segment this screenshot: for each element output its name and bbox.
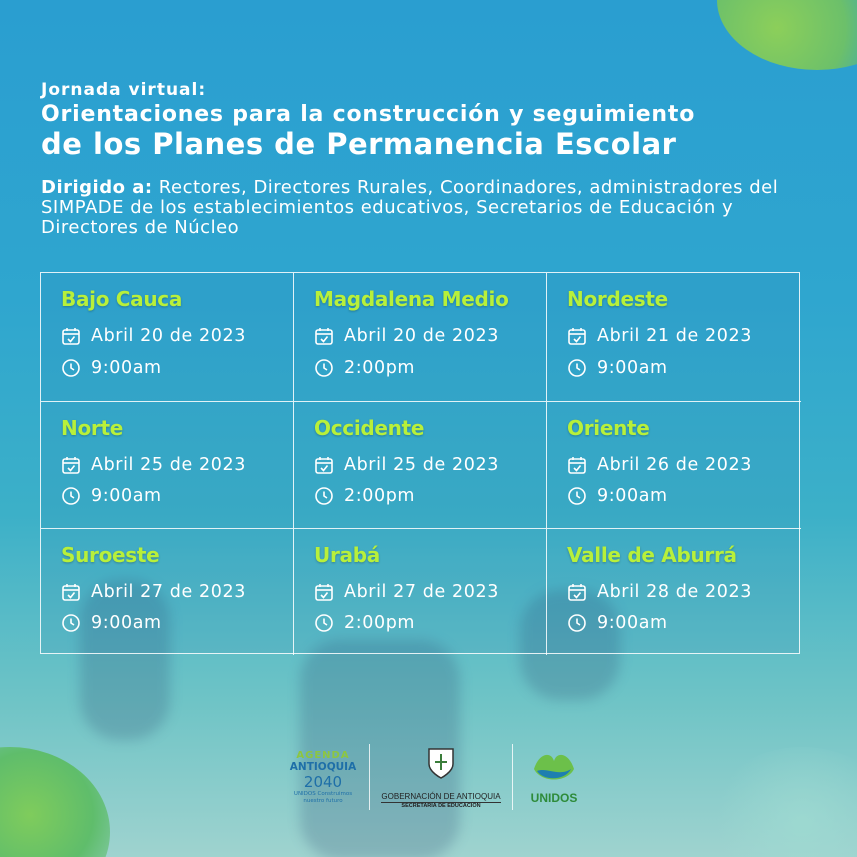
calendar-icon	[61, 326, 81, 346]
schedule-cell	[547, 273, 801, 402]
header	[41, 80, 695, 161]
clock-icon	[567, 358, 587, 378]
schedule-cell	[294, 273, 547, 402]
date-text: Abril 21 de 2023	[597, 326, 752, 346]
time-row	[314, 358, 415, 378]
footer-logos	[283, 742, 589, 812]
unidos-label: UNIDOS	[530, 791, 578, 805]
agenda-line1: AGENDA	[296, 749, 350, 761]
time-text: 9:00am	[597, 358, 668, 378]
clock-icon	[61, 613, 81, 633]
region-name: Valle de Aburrá	[567, 543, 737, 567]
date-text: Abril 25 de 2023	[344, 455, 499, 475]
clock-icon	[567, 613, 587, 633]
logo-divider	[369, 744, 370, 810]
light-corner-decoration	[707, 747, 857, 857]
time-text: 9:00am	[597, 613, 668, 633]
logo-divider	[512, 744, 513, 810]
title-line-1: Orientaciones para la construcción y seguimiento	[41, 102, 696, 127]
agenda-antioquia-logo	[283, 750, 363, 805]
region-name: Norte	[61, 416, 123, 440]
time-text: 2:00pm	[344, 358, 416, 378]
calendar-icon	[61, 582, 81, 602]
time-text: 9:00am	[91, 358, 162, 378]
calendar-icon	[314, 455, 334, 475]
date-text: Abril 20 de 2023	[344, 326, 499, 346]
schedule-cell	[41, 529, 294, 655]
time-text: 2:00pm	[344, 613, 416, 633]
time-row	[567, 613, 668, 633]
time-row	[314, 613, 415, 633]
audience	[41, 178, 821, 238]
audience-text: Rectores, Directores Rurales, Coordinadores, administradores del SIMPADE de los establecimientos educativos, Secretarios de Educación y Directores de Núcleo	[41, 177, 779, 238]
date-text: Abril 26 de 2023	[597, 455, 752, 475]
agenda-line2: ANTIOQUIA	[289, 760, 357, 773]
unidos-emblem-icon	[529, 749, 579, 787]
time-row	[61, 358, 162, 378]
schedule-cell	[41, 402, 294, 529]
green-corner-decoration	[717, 0, 857, 70]
region-name: Suroeste	[61, 543, 160, 567]
clock-icon	[567, 486, 587, 506]
agenda-line3: 2040	[303, 772, 343, 791]
time-row	[567, 358, 668, 378]
schedule-cell	[547, 402, 801, 529]
gobernacion-logo	[376, 746, 506, 809]
date-row	[61, 326, 246, 346]
calendar-icon	[567, 326, 587, 346]
date-text: Abril 27 de 2023	[91, 582, 246, 602]
time-row	[314, 486, 415, 506]
region-name: Oriente	[567, 416, 650, 440]
date-text: Abril 27 de 2023	[344, 582, 499, 602]
region-name: Urabá	[314, 543, 380, 567]
title-line-2: de los Planes de Permanencia Escolar	[41, 127, 677, 161]
clock-icon	[314, 613, 334, 633]
date-row	[567, 326, 752, 346]
date-row	[314, 326, 499, 346]
time-text: 2:00pm	[344, 486, 416, 506]
region-name: Nordeste	[567, 287, 668, 311]
schedule-cell	[41, 273, 294, 402]
clock-icon	[61, 486, 81, 506]
date-row	[61, 582, 246, 602]
agenda-line4: UNIDOS Construimos nuestro futuro	[293, 790, 353, 804]
gobernacion-line2: SECRETARÍA DE EDUCACIÓN	[401, 802, 481, 809]
kicker: Jornada virtual:	[41, 80, 207, 100]
date-row	[314, 582, 499, 602]
date-row	[567, 455, 752, 475]
date-text: Abril 25 de 2023	[91, 455, 246, 475]
date-row	[61, 455, 246, 475]
audience-label: Dirigido a:	[41, 177, 153, 198]
region-name: Bajo Cauca	[61, 287, 183, 311]
time-text: 9:00am	[597, 486, 668, 506]
date-row	[567, 582, 752, 602]
gobernacion-line1: GOBERNACIÓN DE ANTIOQUIA	[381, 791, 501, 801]
calendar-icon	[314, 326, 334, 346]
coat-of-arms-icon	[426, 746, 456, 780]
time-row	[61, 486, 162, 506]
schedule-cell	[294, 402, 547, 529]
calendar-icon	[61, 455, 81, 475]
time-row	[61, 613, 162, 633]
schedule-cell	[294, 529, 547, 655]
date-row	[314, 455, 499, 475]
date-text: Abril 28 de 2023	[597, 582, 752, 602]
date-text: Abril 20 de 2023	[91, 326, 246, 346]
calendar-icon	[567, 455, 587, 475]
region-name: Occidente	[314, 416, 425, 440]
green-corner-decoration	[0, 747, 110, 857]
time-row	[567, 486, 668, 506]
clock-icon	[314, 358, 334, 378]
clock-icon	[61, 358, 81, 378]
unidos-logo	[519, 749, 589, 805]
schedule-grid	[40, 272, 800, 654]
schedule-cell	[547, 529, 801, 655]
calendar-icon	[314, 582, 334, 602]
calendar-icon	[567, 582, 587, 602]
region-name: Magdalena Medio	[314, 287, 509, 311]
time-text: 9:00am	[91, 486, 162, 506]
time-text: 9:00am	[91, 613, 162, 633]
clock-icon	[314, 486, 334, 506]
